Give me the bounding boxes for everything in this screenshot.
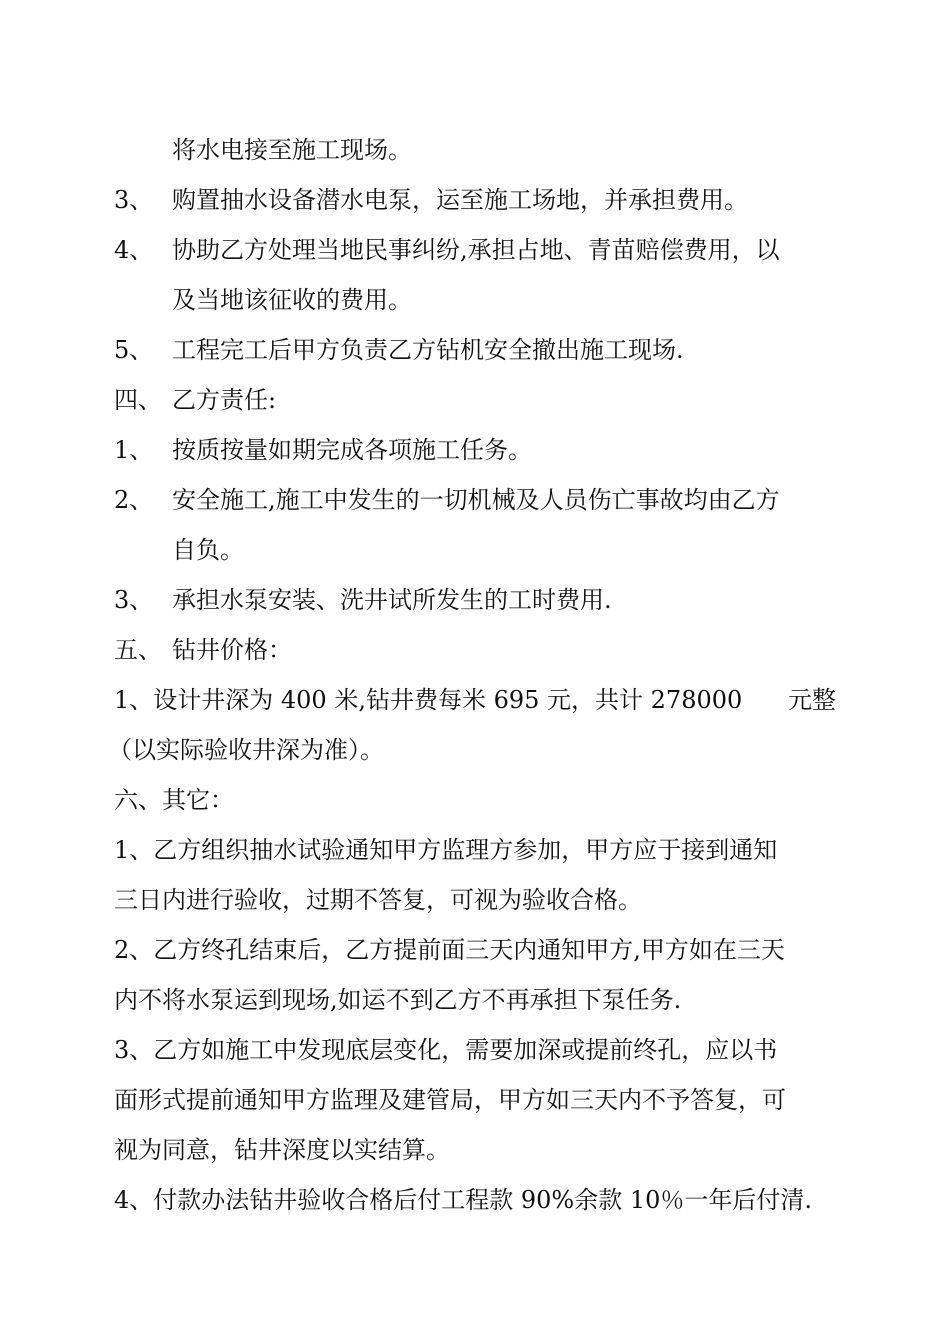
text-line: 视为同意，钻井深度以实结算。 (114, 1136, 450, 1164)
text-line: 将水电接至施工现场。 (172, 136, 412, 164)
text-line: 三日内进行验收，过期不答复，可视为验收合格。 (114, 886, 642, 914)
item-number: 1、 (114, 436, 154, 464)
price-unit: 元整 (788, 686, 836, 714)
item-number: 4、 (114, 236, 154, 264)
item-text: 安全施工,施工中发生的一切机械及人员伤亡事故均由乙方 (172, 486, 780, 514)
item-number: 2、 (114, 486, 154, 514)
item-text: 购置抽水设备潜水电泵，运至施工场地，并承担费用。 (172, 186, 748, 214)
text-line: 及当地该征收的费用。 (172, 286, 412, 314)
item-number: 5、 (114, 336, 154, 364)
price-line (114, 684, 836, 716)
text-line: （以实际验收井深为准）。 (108, 736, 384, 764)
section-number: 四、 (114, 386, 162, 414)
item-text: 按质按量如期完成各项施工任务。 (172, 436, 532, 464)
item-text: 承担水泵安装、洗井试所发生的工时费用. (172, 586, 612, 614)
text-line: 自负。 (172, 536, 244, 564)
section-number: 五、 (114, 636, 162, 664)
text-line: 内不将水泵运到现场,如运不到乙方不再承担下泵任务. (114, 986, 682, 1014)
text-line: 面形式提前通知甲方监理及建管局，甲方如三天内不予答复，可 (114, 1086, 786, 1114)
section-heading: 乙方责任: (172, 386, 277, 414)
text-line: 1、乙方组织抽水试验通知甲方监理方参加，甲方应于接到通知 (114, 836, 778, 864)
item-number: 3、 (114, 186, 154, 214)
text-line: 4、付款办法钻井验收合格后付工程款 90%余款 10％一年后付清. (114, 1186, 813, 1214)
section-heading: 钻井价格： (172, 636, 292, 664)
section-heading: 六、其它： (114, 786, 234, 814)
price-text: 1、设计井深为 400 米,钻井费每米 695 元，共计 278000 (114, 686, 743, 714)
item-number: 3、 (114, 586, 154, 614)
item-text: 协助乙方处理当地民事纠纷,承担占地、青苗赔偿费用，以 (172, 236, 780, 264)
item-text: 工程完工后甲方负责乙方钻机安全撤出施工现场. (172, 336, 684, 364)
text-line: 3、乙方如施工中发现底层变化，需要加深或提前终孔，应以书 (114, 1036, 778, 1064)
text-line: 2、乙方终孔结束后，乙方提前面三天内通知甲方,甲方如在三天 (114, 936, 785, 964)
